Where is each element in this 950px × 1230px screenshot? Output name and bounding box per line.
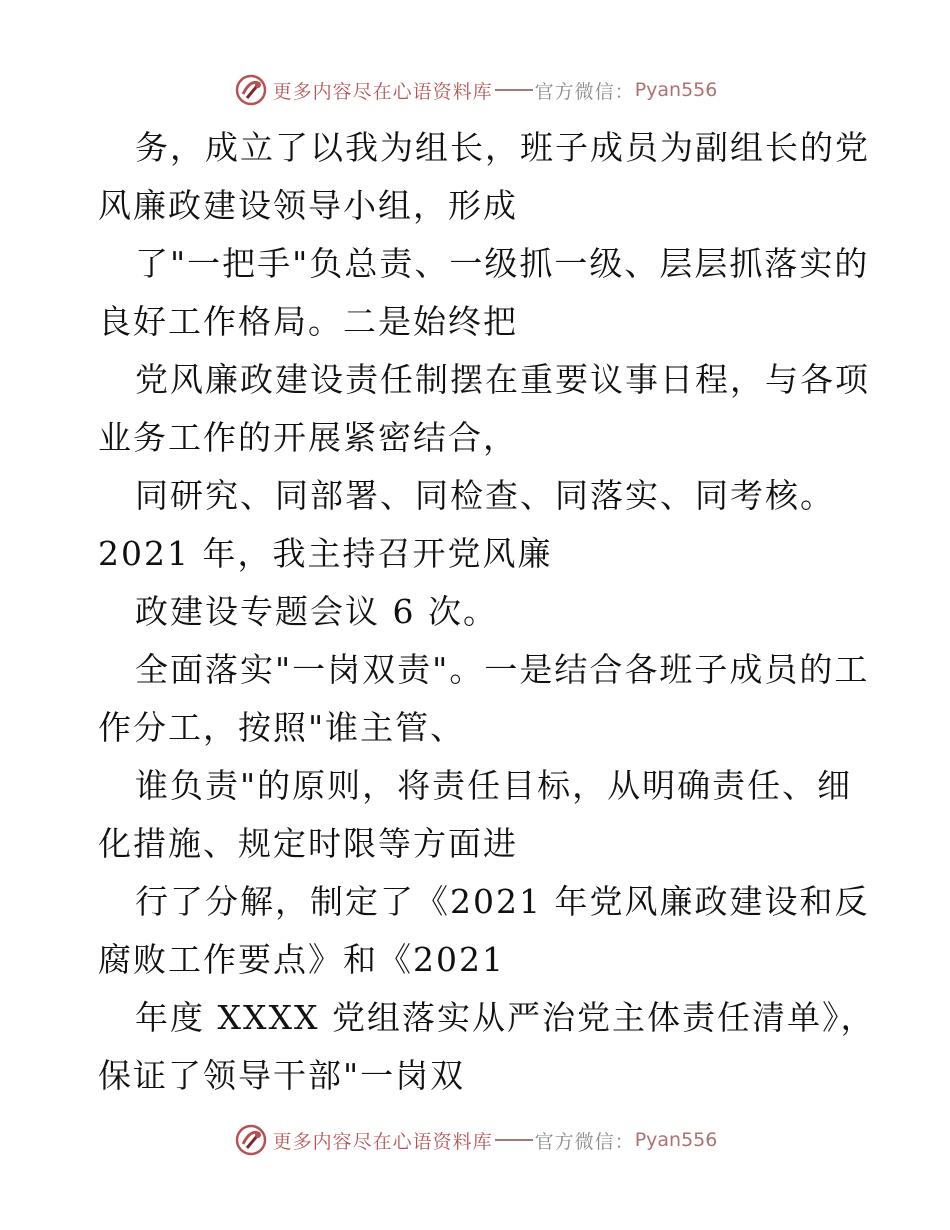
brand-logo-icon	[233, 1122, 269, 1158]
header-banner	[0, 70, 950, 110]
document-line: 同研究、同部署、同检查、同落实、同考核。	[135, 476, 835, 515]
document-line: 保证了领导干部"一岗双	[98, 1056, 466, 1095]
document-line: 全面落实"一岗双责"。一是结合各班子成员的工	[135, 650, 870, 689]
brand-logo-icon	[233, 72, 269, 108]
document-line: 年度 XXXX 党组落实从严治党主体责任清单》，	[135, 998, 876, 1037]
document-line: 党风廉政建设责任制摆在重要议事日程，与各项	[135, 360, 870, 399]
document-line: 作分工，按照"谁主管、	[98, 708, 466, 747]
banner-wechat-id: Pyan556	[634, 1129, 718, 1151]
document-line: 了"一把手"负总责、一级抓一级、层层抓落实的	[135, 244, 870, 283]
banner-promo-text: 更多内容尽在心语资料库	[272, 80, 493, 103]
document-line: 业务工作的开展紧密结合，	[98, 418, 518, 457]
document-line: 务，成立了以我为组长，班子成员为副组长的党	[135, 128, 870, 167]
document-line: 良好工作格局。二是始终把	[98, 302, 518, 341]
document-line: 谁负责"的原则，将责任目标，从明确责任、细	[135, 766, 853, 805]
document-line: 2021 年，我主持召开党风廉	[98, 534, 553, 573]
banner-wechat-id: Pyan556	[634, 79, 718, 101]
banner-divider	[495, 1139, 533, 1141]
banner-wechat-label: 官方微信：	[534, 1130, 635, 1153]
document-line: 风廉政建设领导小组，形成	[98, 186, 518, 225]
banner-divider	[495, 89, 533, 91]
banner-promo-text: 更多内容尽在心语资料库	[272, 1130, 493, 1153]
document-line: 腐败工作要点》和《2021	[98, 940, 505, 979]
document-line: 行了分解，制定了《2021 年党风廉政建设和反	[135, 882, 870, 921]
banner-wechat-label: 官方微信：	[534, 80, 635, 103]
footer-banner	[0, 1120, 950, 1160]
document-line: 化措施、规定时限等方面进	[98, 824, 518, 863]
document-line: 政建设专题会议 6 次。	[135, 592, 498, 631]
